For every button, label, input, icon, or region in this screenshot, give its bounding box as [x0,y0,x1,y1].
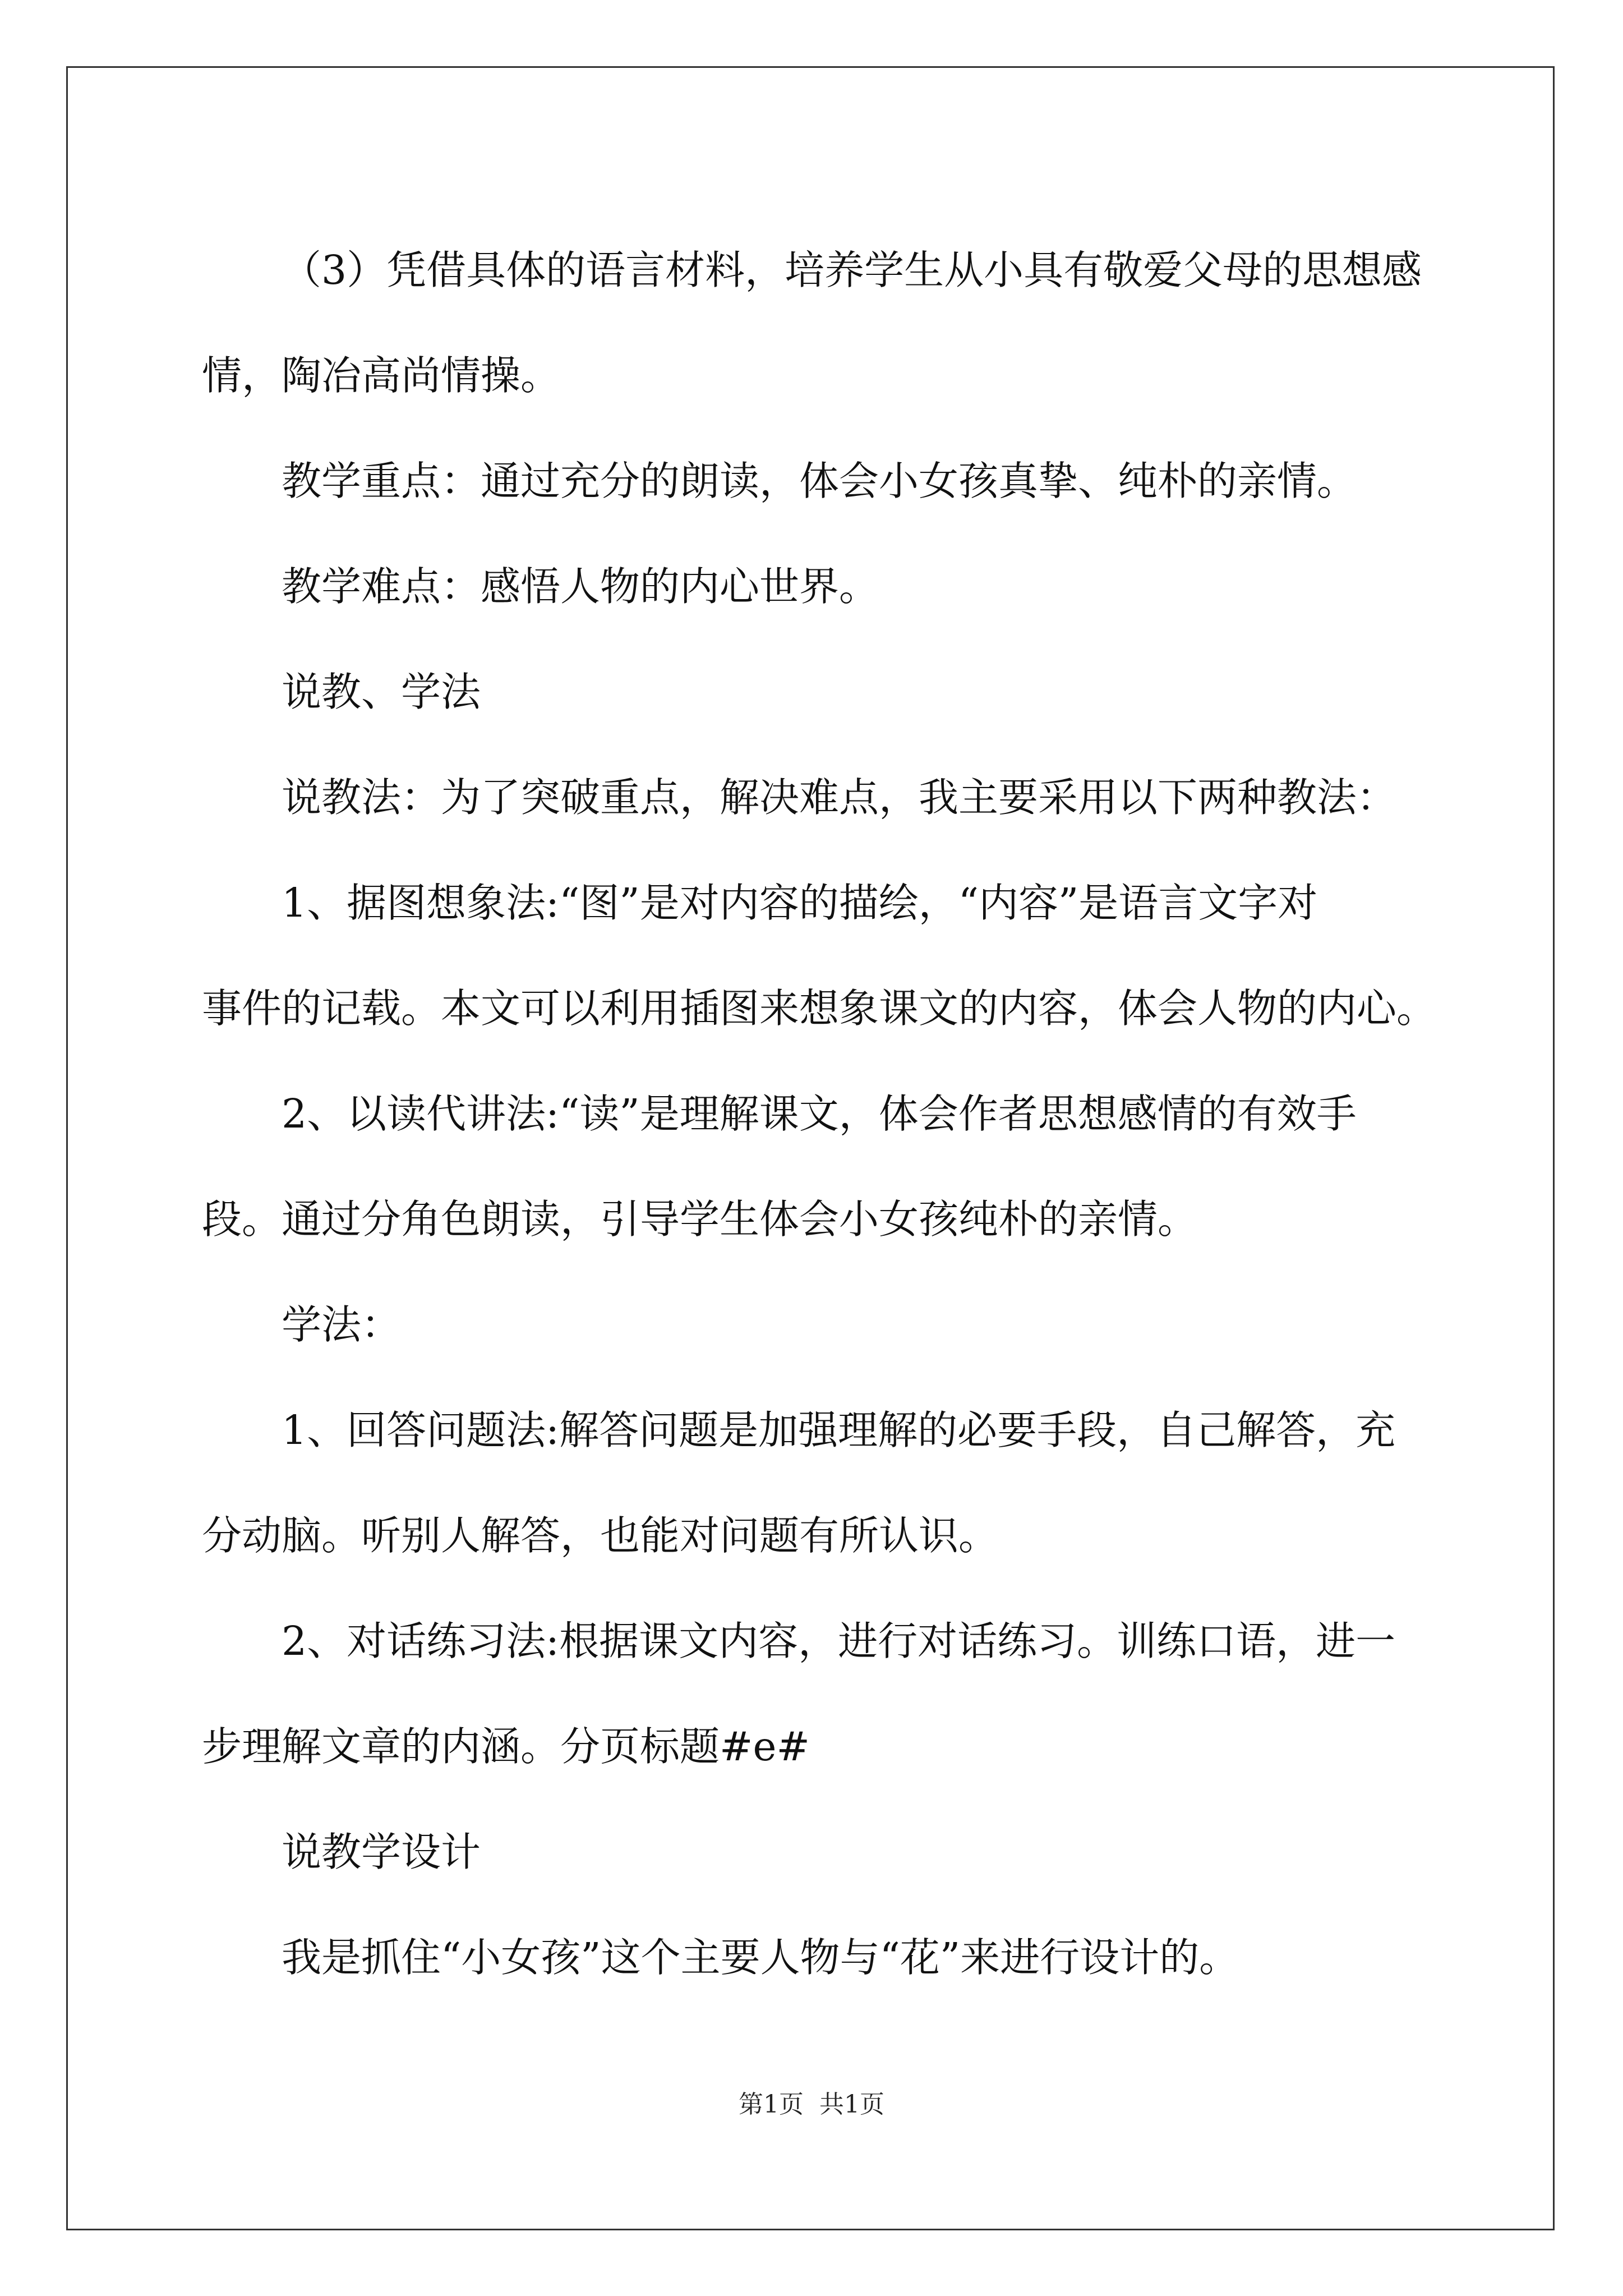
paragraph [202,218,1436,429]
text-line: 教学重点：通过充分的朗读，体会小女孩真挚、纯朴的亲情。 [282,458,1357,504]
paragraph [202,1800,1436,1905]
paragraph [202,429,1436,534]
paragraph [202,534,1436,639]
paragraph [202,1272,1436,1378]
text-line: 分动脑。听别人解答，也能对问题有所认识。 [202,1512,999,1559]
section-heading: 学法： [282,1301,402,1348]
paragraph [202,1061,1436,1272]
paragraph [202,639,1436,745]
text-line: 我是抓住“小女孩”这个主要人物与“花”来进行设计的。 [282,1934,1239,1981]
text-line: 步理解文章的内涵。分页标题#e# [202,1723,810,1770]
text-line: 情，陶冶高尚情操。 [202,352,561,399]
text-line: 2、以读代讲法:“读”是理解课文，体会作者思想感情的有效手 [282,1091,1357,1137]
text-line: 段。通过分角色朗读，引导学生体会小女孩纯朴的亲情。 [202,1196,1198,1243]
section-heading: 说教、学法 [282,669,481,715]
text-line: 1、据图想象法:“图”是对内容的描绘，“内容”是语言文字对 [282,880,1318,926]
text-line: 说教法：为了突破重点，解决难点，我主要采用以下两种教法： [282,774,1397,821]
paragraph [202,850,1436,1061]
page-footer [0,2088,1623,2122]
page-number: 第1页 [739,2090,804,2119]
paragraph [202,1589,1436,1800]
paragraph [202,745,1436,850]
paragraph [202,1378,1436,1589]
text-line: 教学难点：感悟人物的内心世界。 [282,563,879,610]
text-line: 2、对话练习法:根据课文内容，进行对话练习。训练口语，进一 [282,1618,1396,1664]
document-body [202,218,1436,2010]
text-line: 事件的记载。本文可以利用插图来想象课文的内容，体会人物的内心。 [202,985,1437,1032]
text-line: （3）凭借具体的语言材料，培养学生从小具有敬爱父母的思想感 [282,247,1422,293]
section-heading: 说教学设计 [282,1829,481,1875]
page-total: 共1页 [819,2090,884,2119]
text-line: 1、回答问题法:解答问题是加强理解的必要手段，自己解答，充 [282,1407,1396,1453]
paragraph [202,1905,1436,2010]
